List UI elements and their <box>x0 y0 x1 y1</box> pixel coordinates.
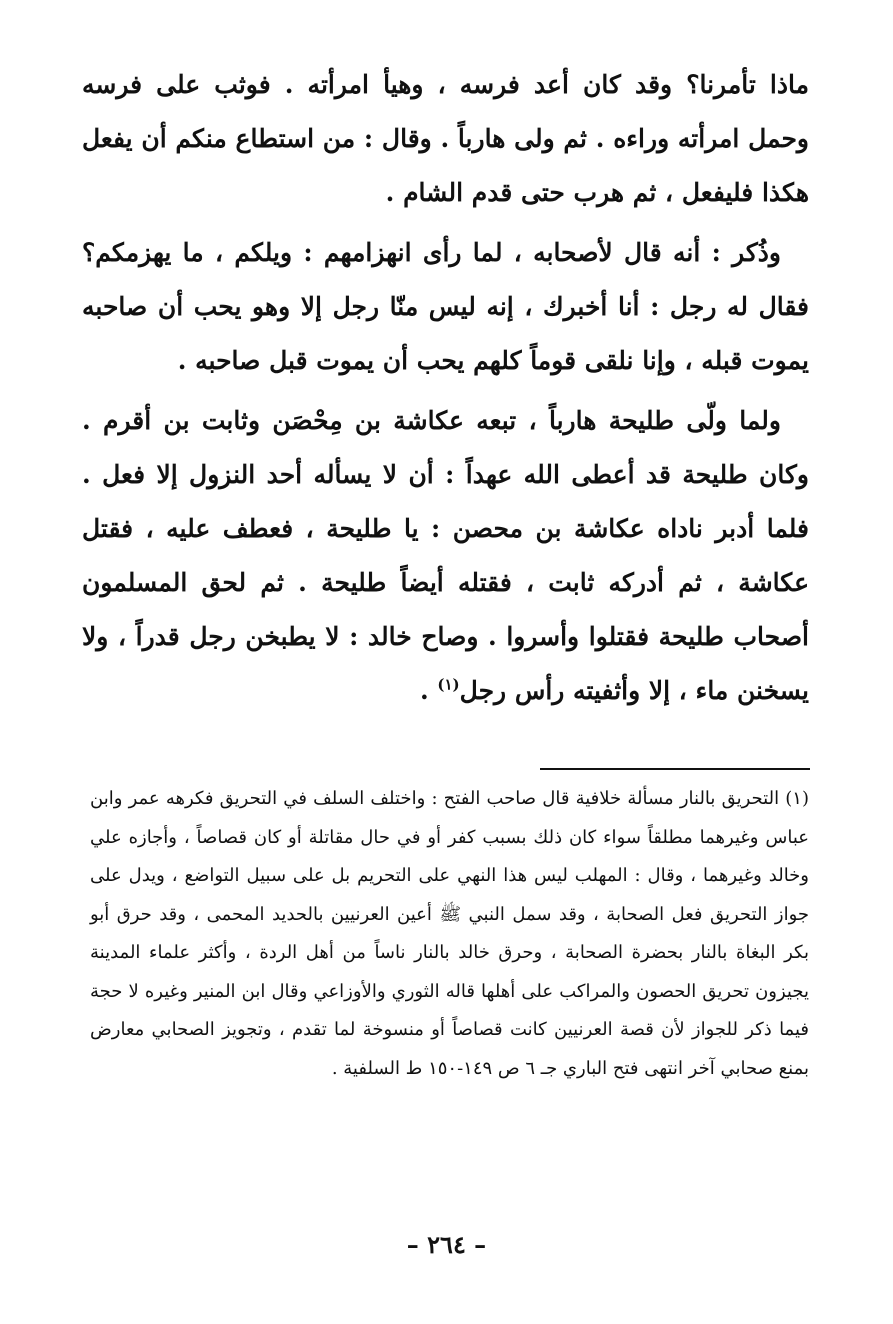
paragraph-3-text: ولما ولّى طليحة هارباً ، تبعه عكاشة بن مِحْصَن وثابت بن أقرم . وكان طليحة قد أعطى الله عهداً : أن لا يسأله أحد النزول إلا فعل . فلما أدبر ناداه عكاشة بن محصن : يا طليحة ، فعطف عليه ، فقتل عكاشة ، ثم أدركه ثابت ، فقتله أيضاً طليحة . ثم لحق المسلمون أصحاب طليحة فقتلوا وأسروا . وصاح خالد : لا يطبخن رجل قدراً ، ولا يسخنن ماء ، إلا وأثفيته رأس رجل <box>82 406 809 705</box>
paragraph-3 <box>82 394 809 718</box>
paragraph-2: وذُكر : أنه قال لأصحابه ، لما رأى انهزامهم : ويلكم ، ما يهزمكم؟ فقال له رجل : أنا أخبرك ، إنه ليس منّا رجل إلا وهو يحب أن صاحبه يموت قبله ، وإنا نلقى قوماً كلهم يحب أن يموت قبل صاحبه . <box>82 238 809 375</box>
paragraph-3-end: . <box>419 676 438 705</box>
footnote: (١) التحريق بالنار مسألة خلافية قال صاحب الفتح : واختلف السلف في التحريق فكرهه عمر وابن عباس وغيرهما مطلقاً سواء كان ذلك بسبب كفر أو في حال مقاتلة أو كان قصاصاً ، وأجازه علي وخالد وغيرهما ، وقال : المهلب ليس هذا النهي على التحريم بل على سبيل التواضع ، ويدل على جواز التحريق فعل الصحابة ، وقد سمل النبي ﷺ أعين العرنيين بالحديد المحمى ، وقد حرق أبو بكر البغاة بالنار بحضرة الصحابة ، وحرق خالد بالنار ناساً من أهل الردة ، وأكثر علماء المدينة يجيزون تحريق الحصون والمراكب على أهلها قاله الثوري والأوزاعي وقال ابن المنير وغيره لا حجة فيما ذكر للجواز لأن قصة العرنيين كانت قصاصاً أو منسوخة لما تقدم ، وتجويز الصحابي معارض بمنع صحابي آخر انتهى فتح الباري جـ ٦ ص ١٤٩-١٥٠ ط السلفية . <box>90 788 809 1079</box>
main-text-body <box>82 58 809 724</box>
footnote-separator-rule <box>540 768 810 770</box>
page-number: – ٢٦٤ – <box>406 1230 487 1259</box>
footnote-reference-marker: (١) <box>437 675 460 694</box>
paragraph-1: ماذا تأمرنا؟ وقد كان أعد فرسه ، وهيأ امرأته . فوثب على فرسه وحمل امرأته وراءه . ثم ولى هارباً . وقال : من استطاع منكم أن يفعل هكذا فليفعل ، ثم هرب حتى قدم الشام . <box>82 70 809 207</box>
